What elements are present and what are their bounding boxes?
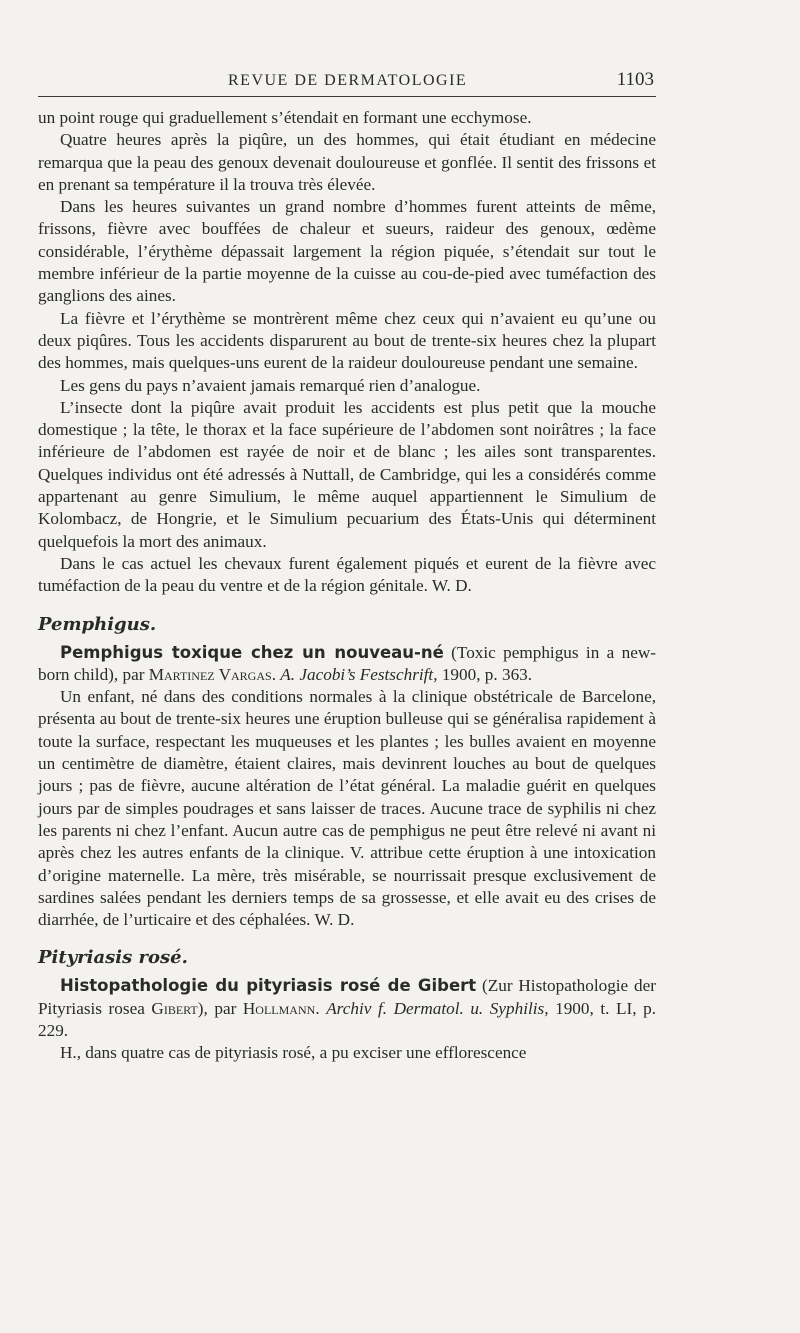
source-title: Archiv f. Dermatol. u. Syphilis,: [326, 998, 549, 1018]
paragraph: Dans les heures suivantes un grand nombre d’hommes furent atteints de même, frissons, fièvre avec bouffées de chaleur et sueurs, raideur des genoux, œdème considérable, l’érythème dépassait largement la région piquée, s’étendait sur tout le membre inférieur de la partie moyenne de la cuisse au cou-de-pied avec tuméfaction des ganglions des aines.: [38, 197, 656, 306]
journal-title: REVUE DE DERMATOLOGIE: [228, 72, 468, 89]
journal-page: [38, 64, 656, 1065]
author-name: Martinez Vargas: [148, 664, 272, 684]
reference-text: .: [271, 664, 281, 684]
reference-text: (Toxic pemphigus in a new-born child), par: [38, 642, 656, 684]
reference-text: 1900, t. LI, p. 229.: [38, 998, 656, 1040]
author-name: Hollmann: [242, 998, 316, 1018]
reference-text: 1900, p. 363.: [437, 664, 533, 684]
paragraph: L’insecte dont la piqûre avait produit les accidents est plus petit que la mouche domestique ; la tête, le thorax et la face supérieure de l’abdomen sont noirâtres ; la face inférieure de l’abdomen est rayée de noir et de blanc ; les ailes sont transparentes. Quelques individus ont été adressés à Nuttall, de Cambridge, qui les a considérés comme appartenant au genre Simulium, le même auquel appartiennent le Simulium de Kolombacz, de Hongrie, et le Simulium pecuarium des États-Unis qui déterminent quelquefois la mort des animaux.: [38, 397, 656, 551]
reference-text: ), par: [197, 998, 243, 1018]
source-title: A. Jacobi’s Festschrift,: [280, 664, 438, 684]
paragraph: H., dans quatre cas de pityriasis rosé, a pu exciser une efflorescence: [60, 1043, 527, 1063]
eponym-name: Gibert: [151, 998, 198, 1018]
running-head: [38, 64, 656, 97]
section-heading-pityriasis: Pityriasis rosé.: [38, 947, 188, 969]
paragraph: Dans le cas actuel les chevaux furent également piqués et eurent de la fièvre avec tuméfaction de la peau du ventre et de la région génitale. W. D.: [38, 553, 656, 596]
paragraph: La fièvre et l’érythème se montrèrent même chez ceux qui n’avaient eu qu’une ou deux piqûres. Tous les accidents disparurent au bout de trente-six heures chez la plupart des hommes, mais quelques-uns eurent de la raideur douloureuse pendant une semaine.: [38, 308, 656, 373]
reference-text: (Zur Histopathologie der Pityriasis rosea: [38, 976, 656, 1018]
article-body: [38, 107, 656, 1065]
page-number: 1103: [616, 69, 654, 90]
paragraph: Quatre heures après la piqûre, un des hommes, qui était étudiant en médecine remarqua que la peau des genoux devenait douloureuse et gonflée. Il sentit des frissons et en prenant sa température il la trouva très élevée.: [38, 130, 656, 194]
reference-text: .: [315, 998, 327, 1018]
reference-entry: [38, 975, 656, 1042]
reference-entry: [38, 642, 656, 687]
section-heading-pemphigus: Pemphigus.: [38, 613, 157, 635]
paragraph: Un enfant, né dans des conditions normales à la clinique obstétricale de Barcelone, présenta au bout de trente-six heures une éruption bulleuse qui se généralisa rapidement à toute la surface, respectant les muqueuses et les plantes ; les bulles avaient en moyenne un centimètre de diamètre, étaient claires, mais devinrent louches au bout de quelques jours ; pas de fièvre, aucune altération de l’état général. La maladie guérit en quelques jours par de simples poudrages et sans laisser de traces. Aucune trace de syphilis ni chez les parents ni chez l’enfant. Aucun autre cas de pemphigus ne peut être relevé ni avant ni après chez les autres enfants de la clinique. V. attribue cette éruption à une intoxication d’origine maternelle. La mère, très misérable, se nourrissait presque exclusivement de sardines salées pendant les derniers temps de sa grossesse, et elle avait eu des crises de diarrhée, de l’urticaire et des céphalées. W. D.: [38, 687, 656, 930]
article-title: Histopathologie du pityriasis rosé de Gibert: [60, 976, 477, 996]
paragraph: Les gens du pays n’avaient jamais remarqué rien d’analogue.: [60, 375, 481, 395]
paragraph-continuation: un point rouge qui graduellement s’étendait en formant une ecchymose.: [38, 108, 532, 127]
article-title: Pemphigus toxique chez un nouveau-né: [60, 642, 444, 662]
